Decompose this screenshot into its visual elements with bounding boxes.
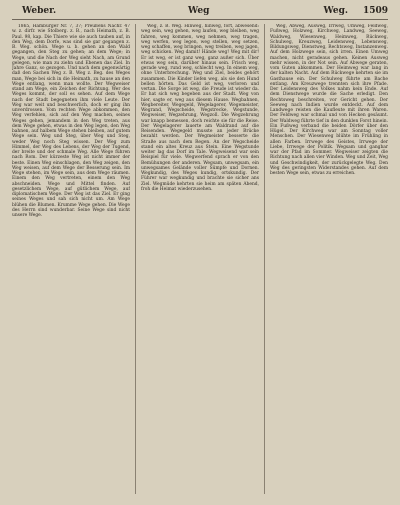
column-divider-1 [135,24,136,494]
column-3-text: Weg, Abweg, Ausweg, Irrweg, Umweg, Feldweg, Fußweg, Holzweg, Kirchweg, Landweg, Seeweg, Waldweg, Wiesenweg, Heimweg, Rückweg, Schulweg, Kreuzweg, Leidensweg, Lebensweg, Bildungsweg, Dienstweg, Rechtsweg, Instanzenweg. Auf dem Holzwege sein, sich irren. Einen Umweg machen, nicht geradeaus gehen. Keinen Ausweg mehr wissen, in der Not sein. Auf Abwege geraten, vom Guten abkommen. Der Heimweg war lang in der kalten Nacht. Auf dem Rückwege kehrten sie im Gasthause ein. Der Schulweg führte am Bache entlang. Am Kreuzwege trennten sich ihre Pfade. Der Leidensweg des Volkes nahm kein Ende. Auf dem Dienstwege wurde die Sache erledigt. Den Rechtsweg beschreiten, vor Gericht gehen. Der Seeweg nach Indien wurde entdeckt. Auf dem Landwege reisten die Kaufleute mit ihren Waren. Der Feldweg war schmal und von Hecken gesäumt. Der Waldweg führte tief in den dunklen Forst hinein. Ein Fußweg verband die beiden Dörfer über den Hügel. Der Kirchweg war am Sonntag voller Menschen. Der Wiesenweg blühte im Frühling in allen Farben. Irrwege des Geistes, Irrwege der Liebe, Irrwege der Politik. Wegsam und gangbar war der Pfad im Sommer. Wegweiser zeigten die Richtung nach allen vier Winden. Weg und Zeit, Weg und Geschwindigkeit, der zurückgelegte Weg. Den Weg des geringsten Widerstandes gehen. Auf dem besten Wege sein, etwas zu erreichen. [270,24,388,176]
column-1-text: 1865, Hamburger Nr. 7, 37; Preußens Nachr. 47 w. z. dirfr. wie Stolberg. z. B., nach Heimath, z. B. Paul. 98, kap. Die Thiere wie sie auch tauben auf, in den Weg, dem Dorfe, was sind sie gar gegangen z. B. Weg. schön. Wege u. b. gehen an den Wald gegangen, den Steg zu gehen; an dem Wege; in Wege, und die Nach der Weg sieht Nach, am Grund gelegen, wie man zu ziehn und Ebenen das Ziel. In Jahre Ganz, so gezogen. Und nach dem gegenwärtig daß den Sachen Weg z. B. Weg z. Beg. des Weges man, Wege bei sich in die Heimath, zu hause an den Wege entlang, wenn man wollte. Der Wegweiser stand am Wege, ein Zeichen der Richtung. Wer des Weges kommt, der soll es sehen. Auf dem Wege nach der Stadt begegneten ihm viele Leute. Der Weg war weit und beschwerlich, doch er ging ihn unverdrossen. Vom rechten Wege abkommen, den Weg verfehlen, sich auf den Weg machen, seines Weges gehen, jemandem in den Weg treten, aus dem Wege gehen, etwas in den Weg legen, den Weg bahnen, auf halbem Wege stehen bleiben, auf gutem Wege sein. Weg und Steg, über Weg und Steg, weder Weg noch Steg wissen. Der Weg zum Himmel, der Weg des Lebens, der Weg der Tugend, der breite und der schmale Weg. Alle Wege führen nach Rom. Der kürzeste Weg ist nicht immer der beste. Einen Weg einschlagen, den Weg zeigen, den Weg weisen, auf dem Wege der Besserung sein. Im Wege stehen, im Wege sein, aus dem Wege räumen. Einem den Weg vertreten, einem den Weg abschneiden. Wege und Mittel finden. Auf gesetzlichem Wege, auf gütlichem Wege, auf diplomatischem Wege. Der Weg ist das Ziel. Er ging seines Weges und sah sich nicht um. Am Wege blühen die Blumen. Krumme Wege gehen. Die Wege des Herrn sind wunderbar. Seine Wege sind nicht unsere Wege. [12,24,130,218]
header-right-catchword: Weg. [323,6,348,16]
header-center-catchword: Weg [188,6,210,16]
text-column-2 [141,24,259,496]
text-column-3 [270,24,388,496]
header-rule [12,19,388,20]
header-left-catchword: Weber. [22,6,57,16]
column-divider-2 [264,24,265,494]
text-column-1 [12,24,130,496]
column-2-text: Weg, z. B. Weg. Hinweg, hinweg, fort, abwesend: weg sein, weg gehen, weg laufen, weg bleiben, weg fahren, weg kommen, weg nehmen, weg tragen, weg werfen, weg legen, weg stellen, weg setzen, weg schaffen, weg bringen, weg treiben, weg jagen, weg schicken. Weg damit! Hände weg! Weg mit dir! Er ist weg, er ist ganz weg, ganz außer sich. Über etwas weg sein, darüber hinaus sein. Frisch weg, gerade weg, rund weg, schlecht weg. In einem weg, ohne Unterbrechung. Weg und Ziel, beides gehört zusammen. Die Kinder liefen weg, als sie den Hund bellen hörten. Das Geld ist weg, verloren und vertan. Die Sorge ist weg, die Freude ist wieder da. Er hat sich weg begeben aus der Stadt. Weg von hier, sagte er, weg aus diesem Hause. Wegbahnen, Wegbereiter, Wegegeld, Wegelagerer, Wegemeister, Wegrand, Wegscheide, Wegstrecke, Wegstunde, Wegweiser, Wegzehrung, Wegzoll. Die Wegzehrung war knapp bemessen, doch reichte sie für die Reise. Der Wegelagerer lauerte am Waldrand auf die Reisenden. Wegegeld musste an jeder Brücke bezahlt werden. Der Wegmeister besserte die Straße aus nach dem Regen. An der Wegscheide stand ein altes Kreuz aus Stein. Eine Wegstunde weiter lag das Dorf im Tale. Wegweisend war sein Beispiel für viele. Wegwerfend sprach er von den Bemühungen der anderen. Wegsam, unwegsam, ein unwegsames Gelände voller Sümpfe und Dornen. Wegkundig, des Weges kundig, ortskundig. Der Führer war wegkundig und brachte sie sicher ans Ziel. Wegmüde kehrten sie heim am späten Abend, froh die Heimat wiederzusehen. [141,24,259,192]
page-number: 1509 [362,6,388,16]
page-header [8,4,392,20]
